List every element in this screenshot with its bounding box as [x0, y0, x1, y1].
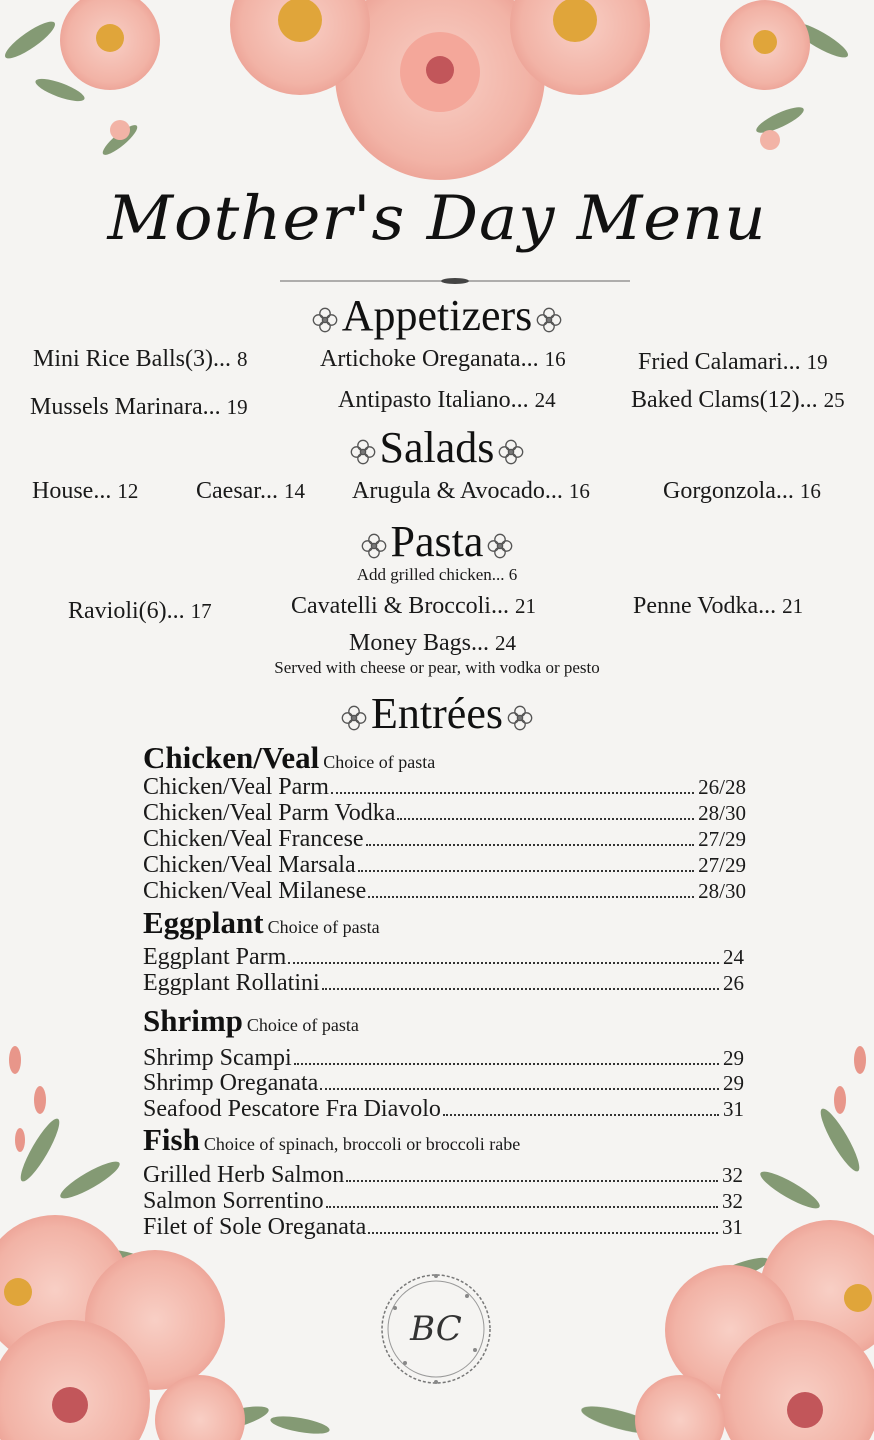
appetizers-heading: [0, 290, 874, 341]
pasta-note: Add grilled chicken... 6: [356, 565, 518, 584]
entree-row: [143, 1188, 743, 1214]
flower-ornament-icon: [498, 439, 524, 465]
entree-name: Chicken/Veal Francese: [143, 826, 364, 852]
entree-name: Eggplant Parm: [143, 944, 287, 970]
entree-price: 31: [722, 1215, 743, 1239]
category-sub: Choice of pasta: [267, 917, 380, 937]
pasta-heading-text: Pasta: [390, 517, 484, 566]
leader-dots: [326, 1206, 718, 1208]
item-price: 17: [190, 599, 212, 623]
salads-heading-text: Salads: [379, 423, 495, 472]
item-name: Mini Rice Balls(3)...: [33, 346, 231, 372]
entree-price: 31: [723, 1097, 744, 1121]
leader-dots: [397, 818, 694, 820]
category-name: Fish: [143, 1122, 200, 1157]
item-price: 21: [514, 594, 536, 618]
flower-ornament-icon: [361, 533, 387, 559]
item-price: 19: [806, 350, 828, 374]
menu-item: [196, 478, 305, 505]
leader-dots: [358, 870, 695, 872]
item-price: 16: [568, 479, 590, 503]
leader-dots: [294, 1063, 719, 1065]
item-price: 16: [799, 479, 821, 503]
entree-row: [143, 878, 746, 904]
entree-row: [143, 852, 746, 878]
entree-name: Chicken/Veal Parm: [143, 774, 329, 800]
item-name: Mussels Marinara...: [30, 394, 221, 420]
leader-dots: [288, 962, 719, 964]
entree-name: Salmon Sorrentino: [143, 1188, 324, 1214]
menu-item: [349, 630, 516, 657]
entree-price: 27/29: [698, 853, 746, 877]
entree-price: 29: [723, 1071, 744, 1095]
leader-dots: [322, 988, 719, 990]
category-name: Shrimp: [143, 1003, 243, 1038]
logo-monogram: BC: [410, 1309, 462, 1349]
entree-price: 32: [722, 1163, 743, 1187]
item-name: Artichoke Oreganata...: [320, 346, 539, 372]
item-name: Arugula & Avocado...: [352, 478, 563, 504]
menu-item: [352, 478, 590, 505]
leader-dots: [346, 1180, 718, 1182]
entree-row: [143, 774, 746, 800]
category-sub: Choice of pasta: [246, 1015, 359, 1035]
entree-row: [143, 1045, 744, 1071]
entree-row: [143, 1070, 744, 1096]
entree-price: 26/28: [698, 775, 746, 799]
item-price: 12: [117, 479, 139, 503]
entree-name: Seafood Pescatore Fra Diavolo: [143, 1096, 441, 1122]
flower-ornament-icon: [341, 705, 367, 731]
entree-price: 32: [722, 1189, 743, 1213]
item-price: 19: [226, 395, 248, 419]
category-shrimp: [143, 1003, 359, 1039]
page-title: Mother's Day Menu: [107, 183, 767, 255]
category-sub: Choice of spinach, broccoli or broccoli rabe: [203, 1134, 521, 1154]
entree-name: Shrimp Scampi: [143, 1045, 292, 1071]
item-name: Caesar...: [196, 478, 278, 504]
item-name: Cavatelli & Broccoli...: [291, 593, 509, 619]
entree-row: [143, 1214, 743, 1240]
item-price: 24: [534, 388, 556, 412]
menu-item: [338, 387, 556, 414]
entree-price: 24: [723, 945, 744, 969]
menu-item: [320, 346, 566, 373]
menu-item: [68, 598, 212, 625]
menu-item: [633, 593, 803, 620]
category-sub: Choice of pasta: [323, 752, 436, 772]
title-divider: [280, 278, 630, 284]
flower-ornament-icon: [536, 307, 562, 333]
entree-row: [143, 800, 746, 826]
entree-row: [143, 944, 744, 970]
category-name: Chicken/Veal: [143, 740, 320, 775]
flower-ornament-icon: [312, 307, 338, 333]
entree-name: Chicken/Veal Milanese: [143, 878, 367, 904]
item-name: Baked Clams(12)...: [631, 387, 818, 413]
menu-item: [663, 478, 821, 505]
flower-ornament-icon: [507, 705, 533, 731]
salads-heading: [0, 422, 874, 473]
item-name: Penne Vodka...: [633, 593, 777, 619]
entree-price: 28/30: [698, 801, 746, 825]
item-name: Money Bags...: [349, 630, 489, 656]
item-price: 21: [782, 594, 804, 618]
entree-row: [143, 970, 744, 996]
entree-price: 28/30: [698, 879, 746, 903]
entree-row: [143, 826, 746, 852]
leader-dots: [368, 1232, 718, 1234]
category-chicken-veal: [143, 740, 435, 776]
item-name: House...: [32, 478, 112, 504]
item-name: Ravioli(6)...: [68, 598, 185, 624]
entree-price: 29: [723, 1046, 744, 1070]
leader-dots: [320, 1088, 719, 1090]
entree-name: Filet of Sole Oreganata: [143, 1214, 367, 1240]
item-name: Gorgonzola...: [663, 478, 794, 504]
menu-item: [638, 349, 828, 376]
item-price: 24: [495, 631, 516, 655]
entree-name: Grilled Herb Salmon: [143, 1162, 345, 1188]
flower-ornament-icon: [350, 439, 376, 465]
entree-row: [143, 1162, 743, 1188]
money-bags-note: Served with cheese or pear, with vodka or pesto: [274, 658, 600, 677]
entree-name: Chicken/Veal Parm Vodka: [143, 800, 396, 826]
leader-dots: [366, 844, 695, 846]
entree-name: Shrimp Oreganata: [143, 1070, 319, 1096]
pasta-heading: [0, 516, 874, 567]
item-price: 16: [544, 347, 566, 371]
menu-item: [291, 593, 536, 620]
item-price: 8: [236, 347, 248, 371]
entree-price: 27/29: [698, 827, 746, 851]
entree-price: 26: [723, 971, 744, 995]
menu-item: [32, 478, 138, 505]
item-price: 25: [823, 388, 845, 412]
entrees-heading: [0, 688, 874, 739]
item-price: 14: [283, 479, 305, 503]
category-fish: [143, 1122, 520, 1158]
leader-dots: [331, 792, 694, 794]
flower-ornament-icon: [487, 533, 513, 559]
monogram-logo-icon: [375, 1268, 497, 1390]
menu-item: [30, 394, 248, 421]
category-name: Eggplant: [143, 905, 264, 940]
menu-item: [33, 346, 247, 373]
item-name: Fried Calamari...: [638, 349, 801, 375]
leader-dots: [368, 896, 694, 898]
appetizers-heading-text: Appetizers: [341, 291, 533, 340]
entrees-heading-text: Entrées: [371, 689, 503, 738]
entree-name: Chicken/Veal Marsala: [143, 852, 356, 878]
entree-name: Eggplant Rollatini: [143, 970, 320, 996]
item-name: Antipasto Italiano...: [338, 387, 529, 413]
category-eggplant: [143, 905, 380, 941]
menu-item: [631, 387, 845, 414]
entree-row: [143, 1096, 744, 1122]
leader-dots: [443, 1114, 719, 1116]
